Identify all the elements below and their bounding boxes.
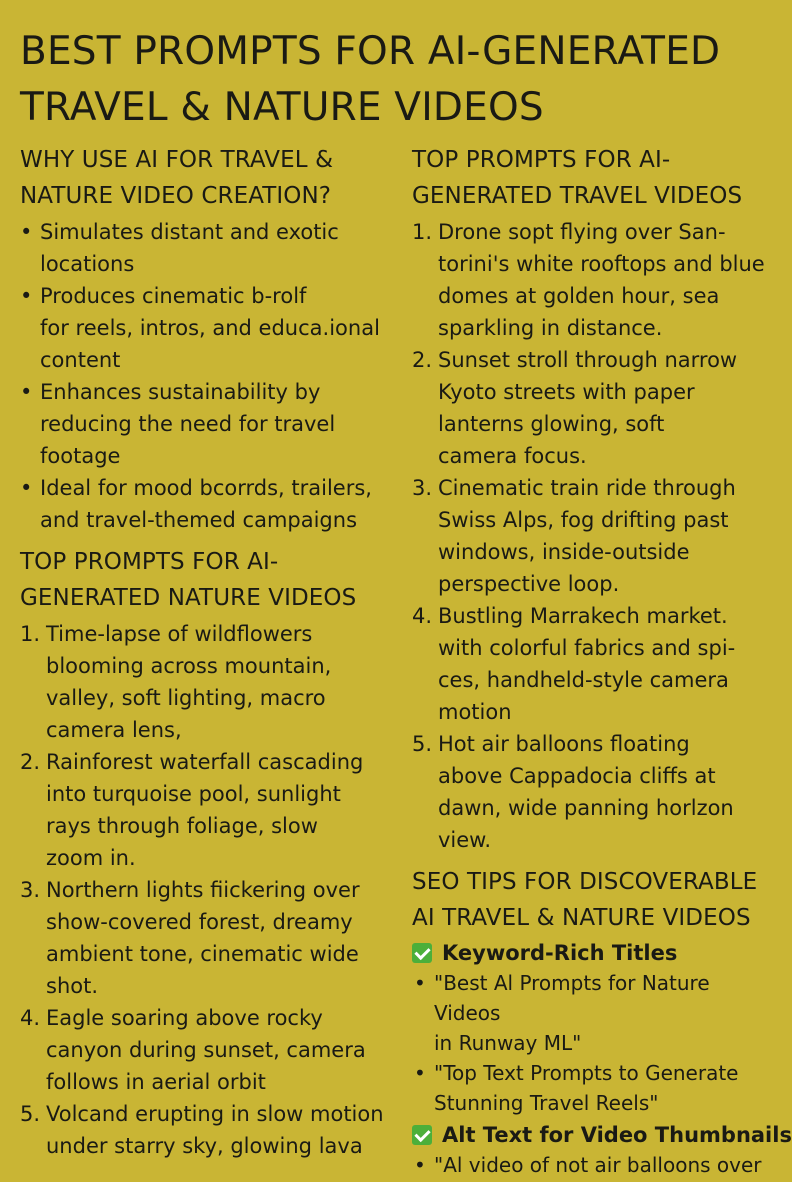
list-item: • Ideal for mood bcorrds, trailers, and travel-themed campaigns	[20, 472, 412, 536]
alt-text-subheading	[412, 1120, 792, 1150]
list-item	[20, 618, 412, 746]
item-number: 4.	[412, 604, 433, 628]
item-number: 2.	[20, 750, 41, 774]
travel-list	[412, 216, 768, 856]
item-text: Cinematic train ride through Swiss Alps, fog drifting past windows, inside-outside perspective loop.	[438, 476, 736, 596]
item-text: Northern lights fiickering over show-covered forest, dreamy ambient tone, cinematic wide shot.	[46, 878, 360, 998]
item-number: 1.	[20, 622, 41, 646]
item-text: Eagle soaring above rocky canyon during sunset, camera follows in aerial orbit	[46, 1006, 366, 1094]
travel-heading: TOP PROMPTS FOR AI- GENERATED TRAVEL VIDEOS	[412, 147, 743, 209]
list-item	[20, 1098, 412, 1162]
seo-heading: SEO TIPS FOR DISCOVERABLE AI TRAVEL & NATURE VIDEOS	[412, 869, 758, 931]
item-number: 3.	[20, 878, 41, 902]
list-item: • "Top Text Prompts to Generate Stunning Travel Reels"	[412, 1058, 768, 1118]
keyword-subheading-label: Keyword-Rich Titles	[442, 941, 678, 965]
list-item	[412, 344, 768, 472]
list-item	[412, 600, 768, 728]
list-item	[412, 216, 768, 344]
list-item: • Enhances sustainability by reducing the need for travel footage	[20, 376, 412, 472]
why-heading: WHY USE AI FOR TRAVEL & NATURE VIDEO CREATION?	[20, 147, 334, 209]
list-item: • Produces cinematic b-rolf for reels, intros, and educa.ional content	[20, 280, 412, 376]
list-item	[20, 874, 412, 1002]
list-item	[20, 1002, 412, 1098]
right-column	[412, 142, 792, 1182]
keyword-list	[412, 968, 768, 1118]
item-number: 5.	[412, 732, 433, 756]
check-mark-icon	[412, 1125, 432, 1145]
nature-list	[20, 618, 412, 1162]
item-number: 4.	[20, 1006, 41, 1030]
item-text: Sunset stroll through narrow Kyoto streets with paper lanterns glowing, soft camera focus.	[438, 348, 738, 468]
item-text: Time-lapse of wildflowers blooming across mountain, valley, soft lighting, macro camera lens,	[46, 622, 332, 742]
check-mark-icon	[412, 943, 432, 963]
alt-text-subheading-label: Alt Text for Video Thumbnails	[442, 1123, 792, 1147]
list-item	[20, 746, 412, 874]
keyword-subheading	[412, 938, 768, 968]
item-number: 3.	[412, 476, 433, 500]
list-item	[412, 472, 768, 600]
list-item: • "Best Al Prompts for Nature Videos in Runway ML"	[412, 968, 768, 1058]
page-title: BEST PROMPTS FOR AI-GENERATED TRAVEL & NATURE VIDEOS	[20, 29, 721, 130]
item-text: Bustling Marrakech market. with colorful fabrics and spi- ces, handheld-style camera motion	[438, 604, 736, 724]
item-number: 1.	[412, 220, 433, 244]
left-column	[20, 142, 412, 1170]
why-list	[20, 216, 412, 536]
item-text: Hot air balloons floating above Cappadocia cliffs at dawn, wide panning horlzon view.	[438, 732, 734, 852]
item-text: Rainforest waterfall cascading into turquoise pool, sunlight rays through foliage, slow zoom in.	[46, 750, 364, 870]
item-text: Drone sopt flying over San- torini's white rooftops and blue domes at golden hour, sea sparkling in distance.	[438, 220, 765, 340]
list-item: • "Al video of not air balloons over	[412, 1150, 768, 1180]
nature-heading: TOP PROMPTS FOR AI- GENERATED NATURE VIDEOS	[20, 549, 357, 611]
list-item: • Simulates distant and exotic locations	[20, 216, 412, 280]
item-number: 5.	[20, 1102, 41, 1126]
list-item	[412, 728, 768, 856]
item-text: Volcand erupting in slow motion under starry sky, glowing lava	[46, 1102, 384, 1158]
item-number: 2.	[412, 348, 433, 372]
alt-text-list	[412, 1150, 768, 1180]
